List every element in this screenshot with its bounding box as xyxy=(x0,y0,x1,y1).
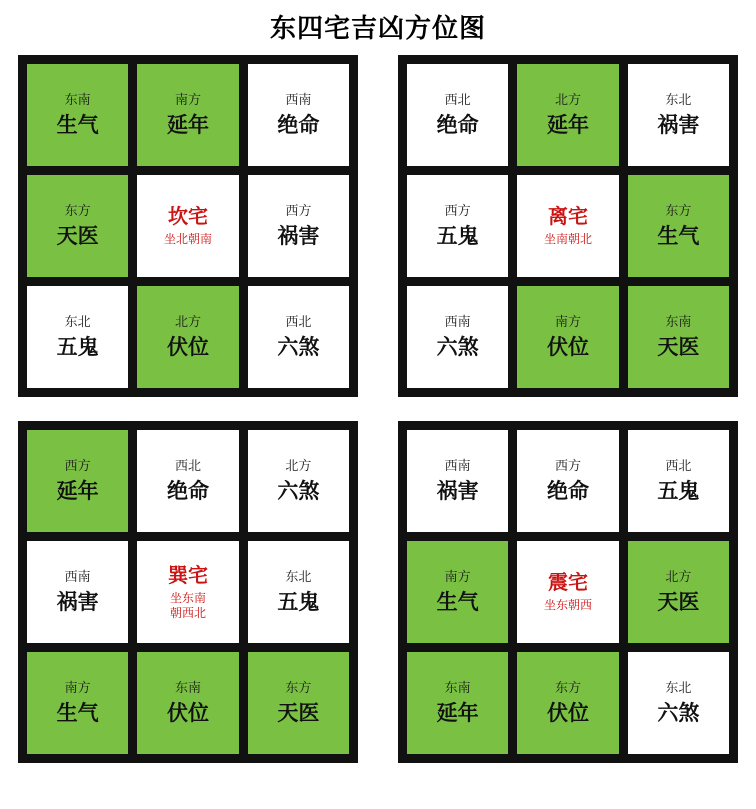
cell-name-label: 伏位 xyxy=(546,334,589,359)
cell-name-label: 五鬼 xyxy=(657,478,700,503)
grid-cell xyxy=(248,430,349,532)
grid-cell xyxy=(628,175,729,277)
grid-cell xyxy=(628,286,729,388)
cell-direction-label: 西方 xyxy=(285,202,312,218)
grid-cell xyxy=(248,541,349,643)
cell-name-label: 离宅 xyxy=(547,206,588,228)
cell-direction-label: 西北 xyxy=(665,457,692,473)
grid-cell xyxy=(137,430,238,532)
cell-direction-label: 北方 xyxy=(174,313,201,329)
cell-name-label: 五鬼 xyxy=(56,334,99,359)
cell-direction-label: 西北 xyxy=(285,313,312,329)
bagua-grid xyxy=(18,55,358,397)
cell-direction-label: 南方 xyxy=(64,679,91,695)
cell-name-label: 绝命 xyxy=(436,112,479,137)
cell-direction-label: 东方 xyxy=(554,679,581,695)
cell-direction-label: 东北 xyxy=(665,91,692,107)
grid-cell xyxy=(27,286,128,388)
bagua-grid xyxy=(398,421,738,763)
cell-name-label: 震宅 xyxy=(547,572,588,594)
grid-center-cell xyxy=(137,541,238,643)
grid-cell xyxy=(137,286,238,388)
cell-direction-label: 东北 xyxy=(665,679,692,695)
cell-name-label: 延年 xyxy=(166,112,209,137)
cell-direction-label: 东南 xyxy=(174,679,201,695)
cell-direction-label: 东方 xyxy=(285,679,312,695)
cell-orientation-label: 坐东朝西 xyxy=(543,598,592,612)
cell-direction-label: 东南 xyxy=(64,91,91,107)
cell-direction-label: 西方 xyxy=(444,202,471,218)
grid-cell xyxy=(27,652,128,754)
cell-name-label: 伏位 xyxy=(166,700,209,725)
cell-name-label: 六煞 xyxy=(436,334,479,359)
grid-cell xyxy=(407,175,508,277)
cell-name-label: 延年 xyxy=(436,700,479,725)
grid-xun-house xyxy=(18,421,358,763)
cell-direction-label: 西南 xyxy=(444,457,471,473)
grid-cell xyxy=(628,64,729,166)
cell-name-label: 延年 xyxy=(546,112,589,137)
bagua-grid xyxy=(398,55,738,397)
grid-li-house xyxy=(398,55,738,397)
cell-name-label: 生气 xyxy=(56,112,99,137)
grid-cell xyxy=(407,64,508,166)
grid-cell xyxy=(248,286,349,388)
cell-name-label: 绝命 xyxy=(546,478,589,503)
grid-kan-house xyxy=(18,55,358,397)
page-title: 东四宅吉凶方位图 xyxy=(269,14,486,43)
cell-name-label: 绝命 xyxy=(277,112,320,137)
cell-name-label: 伏位 xyxy=(546,700,589,725)
cell-direction-label: 北方 xyxy=(285,457,312,473)
grid-cell xyxy=(517,430,618,532)
grid-cell xyxy=(517,652,618,754)
cell-direction-label: 西南 xyxy=(444,313,471,329)
cell-name-label: 天医 xyxy=(277,700,320,725)
cell-name-label: 绝命 xyxy=(166,478,209,503)
grid-cell xyxy=(248,652,349,754)
cell-direction-label: 西方 xyxy=(554,457,581,473)
cell-direction-label: 北方 xyxy=(554,91,581,107)
grid-cell xyxy=(407,430,508,532)
grid-center-cell xyxy=(517,541,618,643)
cell-orientation-label: 坐东南 朝西北 xyxy=(169,590,206,620)
grid-cell xyxy=(27,430,128,532)
cell-direction-label: 西南 xyxy=(64,568,91,584)
cell-name-label: 祸害 xyxy=(56,589,99,614)
cell-direction-label: 东方 xyxy=(64,202,91,218)
cell-direction-label: 西北 xyxy=(444,91,471,107)
cell-direction-label: 南方 xyxy=(174,91,201,107)
cell-name-label: 天医 xyxy=(657,589,700,614)
cell-name-label: 坎宅 xyxy=(167,206,208,228)
grid-cell xyxy=(27,64,128,166)
diagram-grids-container xyxy=(0,55,756,787)
cell-direction-label: 北方 xyxy=(665,568,692,584)
grid-cell xyxy=(248,64,349,166)
grid-cell xyxy=(628,541,729,643)
cell-name-label: 天医 xyxy=(56,223,99,248)
cell-direction-label: 西方 xyxy=(64,457,91,473)
cell-name-label: 生气 xyxy=(436,589,479,614)
grid-cell xyxy=(628,652,729,754)
cell-name-label: 延年 xyxy=(56,478,99,503)
grid-cell xyxy=(628,430,729,532)
cell-name-label: 生气 xyxy=(657,223,700,248)
grid-center-cell xyxy=(517,175,618,277)
grid-cell xyxy=(27,175,128,277)
cell-direction-label: 东方 xyxy=(665,202,692,218)
grid-cell xyxy=(407,652,508,754)
grid-center-cell xyxy=(137,175,238,277)
cell-direction-label: 东南 xyxy=(665,313,692,329)
bagua-grid xyxy=(18,421,358,763)
cell-name-label: 祸害 xyxy=(277,223,320,248)
cell-name-label: 生气 xyxy=(56,700,99,725)
cell-name-label: 六煞 xyxy=(277,334,320,359)
grid-cell xyxy=(137,652,238,754)
grid-cell xyxy=(407,286,508,388)
cell-direction-label: 西北 xyxy=(174,457,201,473)
cell-name-label: 祸害 xyxy=(436,478,479,503)
cell-direction-label: 南方 xyxy=(444,568,471,584)
grid-cell xyxy=(517,286,618,388)
cell-direction-label: 南方 xyxy=(554,313,581,329)
cell-direction-label: 东北 xyxy=(64,313,91,329)
cell-name-label: 五鬼 xyxy=(277,589,320,614)
cell-direction-label: 东北 xyxy=(285,568,312,584)
cell-name-label: 六煞 xyxy=(657,700,700,725)
grid-cell xyxy=(517,64,618,166)
cell-name-label: 六煞 xyxy=(277,478,320,503)
cell-direction-label: 东南 xyxy=(444,679,471,695)
grid-cell xyxy=(407,541,508,643)
grid-zhen-house xyxy=(398,421,738,763)
cell-name-label: 伏位 xyxy=(166,334,209,359)
cell-name-label: 祸害 xyxy=(657,112,700,137)
grid-cell xyxy=(248,175,349,277)
cell-name-label: 天医 xyxy=(657,334,700,359)
cell-direction-label: 西南 xyxy=(285,91,312,107)
grid-cell xyxy=(27,541,128,643)
cell-orientation-label: 坐北朝南 xyxy=(163,232,212,246)
cell-orientation-label: 坐南朝北 xyxy=(543,232,592,246)
grid-cell xyxy=(137,64,238,166)
cell-name-label: 巽宅 xyxy=(167,564,208,587)
cell-name-label: 五鬼 xyxy=(436,223,479,248)
